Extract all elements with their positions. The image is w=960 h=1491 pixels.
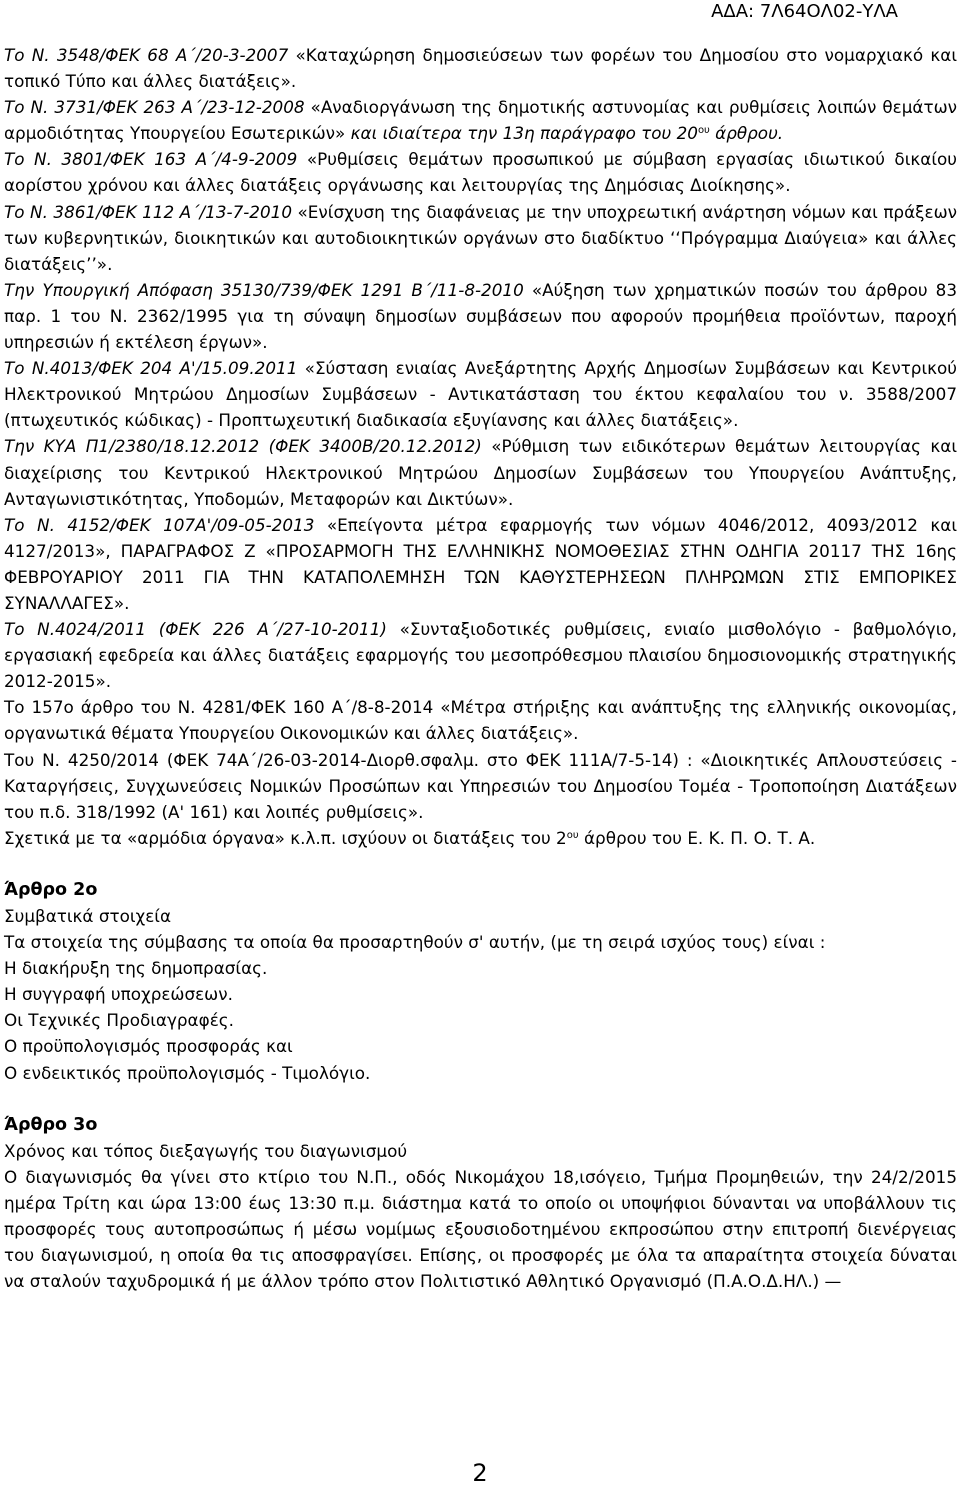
law-ref: Το Ν. 3861/ΦΕΚ 112 Α΄/13-7-2010 xyxy=(4,201,293,222)
law-item xyxy=(4,42,957,94)
law-item xyxy=(4,146,957,198)
spacer xyxy=(4,1086,957,1112)
law-text: «Επείγοντα μέτρα εφαρμογής των νόμων 4046/2012, 4093/2012 και 4127/2013», ΠΑΡΑΓΡΑΦΟΣ Ζ «ΠΡΟΣΑΡΜΟΓΗ ΤΗΣ ΕΛΛΗΝΙΚΗΣ ΝΟΜΟΘΕΣΙΑΣ ΣΤΗΝ ΟΔΗΓΙΑ 20117 ΤΗΣ 16ης ΦΕΒΡΟΥΑΡΙΟΥ 2011 ΓΙΑ ΤΗΝ ΚΑΤΑΠΟΛΕΜΗΣΗ ΤΩΝ ΚΑΘΥΣΤΕΡΗΣΕΩΝ ΠΛΗΡΩΜΩΝ ΣΤΙΣ ΕΜΠΟΡΙΚΕΣ ΣΥΝΑΛΛΑΓΕΣ». xyxy=(4,514,957,613)
law-item xyxy=(4,512,957,616)
law-ref: Το Ν. 4152/ΦΕΚ 107Α'/09-05-2013 xyxy=(4,514,315,535)
organs-text-end: άρθρου του Ε. Κ. Π. Ο. Τ. Α. xyxy=(578,827,816,848)
list-item: Η διακήρυξη της δημοπρασίας. xyxy=(4,958,268,979)
list-item: Ο ενδεικτικός προϋπολογισμός - Τιμολόγιο. xyxy=(4,1062,371,1083)
article-3-title: Άρθρο 3ο xyxy=(4,1114,98,1135)
list-item: Οι Τεχνικές Προδιαγραφές. xyxy=(4,1010,234,1031)
law-ref: Την Υπουργική Απόφαση 35130/739/ΦΕΚ 1291 Β΄/11-8-2010 xyxy=(4,279,524,300)
law-ref: Το Ν. 3801/ΦΕΚ 163 Α΄/4-9-2009 xyxy=(4,149,298,170)
article-2-title: Άρθρο 2ο xyxy=(4,879,98,900)
law-ref: Την ΚΥΑ Π1/2380/18.12.2012 (ΦΕΚ 3400Β/20.12.2012) xyxy=(4,436,482,457)
page-number: 2 xyxy=(472,1459,488,1487)
law-text: «Αύξηση των χρηματικών ποσών του άρθρου 83 παρ. 1 του Ν. 2362/1995 για τη σύναψη δημοσίων συμβάσεων που αφορούν προμήθεια προϊόντων, παροχή υπηρεσιών ή εκτέλεση έργων». xyxy=(4,279,958,353)
paragraph-4250: Του Ν. 4250/2014 (ΦΕΚ 74Α΄/26-03-2014-Διορθ.σφαλμ. στο ΦΕΚ 111Α/7-5-14) : «Διοικητικές Απλουστεύσεις - Καταργήσεις, Συγχωνεύσεις Νομικών Προσώπων και Υπηρεσιών του Δημοσίου Τομέα - Τροποποίηση Διατάξεων του π.δ. 318/1992 (Α' 161) και λοιπές ρυθμίσεις». xyxy=(4,749,957,822)
spacer xyxy=(4,851,957,877)
law-text: «Αναδιοργάνωση της δημοτικής αστυνομίας και ρυθμίσεις λοιπών θεμάτων αρμοδιότητας Υπουργείου Εσωτερικών» xyxy=(4,97,957,144)
superscript: ου xyxy=(566,829,579,841)
ada-code: ΑΔΑ: 7Λ64ΟΛ02-ΥΛΑ xyxy=(711,1,898,22)
law-text: «Καταχώρηση δημοσιεύσεων των φορέων του Δημοσίου στο νομαρχιακό και τοπικό Τύπο και άλλες διατάξεις». xyxy=(4,45,957,92)
law-item xyxy=(4,433,957,511)
document-body xyxy=(4,42,957,1294)
law-ref: Το Ν.4024/2011 (ΦΕΚ 226 Α΄/27-10-2011) xyxy=(4,619,387,640)
article-2-subtitle: Συμβατικά στοιχεία xyxy=(4,906,172,926)
law-ref: Το Ν. 3548/ΦΕΚ 68 Α΄/20-3-2007 xyxy=(4,45,289,65)
law-item xyxy=(4,355,957,433)
list-item: Ο προϋπολογισμός προσφοράς και xyxy=(4,1036,293,1057)
list-item: Η συγγραφή υποχρεώσεων. xyxy=(4,984,233,1005)
law-item xyxy=(4,94,957,146)
law-item xyxy=(4,616,957,694)
article-3-subtitle: Χρόνος και τόπος διεξαγωγής του διαγωνισμού xyxy=(4,1140,408,1161)
paragraph-organs xyxy=(4,825,957,851)
law-ref: Το Ν. 3731/ΦΕΚ 263 Α΄/23-12-2008 xyxy=(4,97,305,118)
law-ref: Το Ν.4013/ΦΕΚ 204 Α'/15.09.2011 xyxy=(4,358,298,379)
organs-text: Σχετικά με τα «αρμόδια όργανα» κ.λ.π. ισχύουν οι διατάξεις του 2 xyxy=(4,827,567,848)
law-item xyxy=(4,277,957,355)
law-text: «Σύσταση ενιαίας Ανεξάρτητης Αρχής Δημοσίων Συμβάσεων και Κεντρικού Ηλεκτρονικού Μητρώου Δημοσίων Συμβάσεων - Αντικατάσταση του έκτου κεφαλαίου του ν. 3588/2007 (πτωχευτικός κώδικας) - Προπτωχευτική διαδικασία εξυγίανσης και άλλες διατάξεις». xyxy=(4,358,957,431)
law-text: «Συνταξιοδοτικές ρυθμίσεις, ενιαίο μισθολόγιο - βαθμολόγιο, εργασιακή εφεδρεία και άλλες διατάξεις εφαρμογής του μεσοπρόθεσμου πλαισίου δημοσιονομικής στρατηγικής 2012-2015». xyxy=(4,619,957,692)
article-3-body: Ο διαγωνισμός θα γίνει στο κτίριο του Ν.Π., οδός Νικομάχου 18,ισόγειο, Τμήμα Προμηθειών, την 24/2/2015 ημέρα Τρίτη και ώρα 13:00 έως 13:30 π.μ. διάστημα κατά το οποίο οι υποψήφιοι δύνανται να υποβάλλουν τις προσφορές τους αυτοπροσώπως ή μέσω νομίμως εξουσιοδοτημένου εκπροσώπου στην επιτροπή διενέργειας του διαγωνισμού, η οποία θα τις αποσφραγίσει. Επίσης, οι προσφορές με όλα τα απαραίτητα στοιχεία δύναται να σταλούν ταχυδρομικά ή με άλλον τρόπο στον Πολιτιστικό Αθλητικό Οργανισμό (Π.Α.Ο.Δ.ΗΛ.) — xyxy=(4,1166,957,1292)
article-2-intro: Τα στοιχεία της σύμβασης τα οποία θα προσαρτηθούν σ' αυτήν, (με τη σειρά ισχύος τους) είναι : xyxy=(4,932,826,953)
law-item xyxy=(4,199,957,277)
law-tail: άρθρου. xyxy=(709,123,784,144)
law-text: «Ρύθμιση των ειδικότερων θεμάτων λειτουργίας και διαχείρισης του Κεντρικού Ηλεκτρονικού Μητρώου Δημοσίων Συμβάσεων του Υπουργείου Ανάπτυξης, Ανταγωνιστικότητας, Υποδομών, Μεταφορών και Δικτύων». xyxy=(4,436,957,509)
law-text: «Ενίσχυση της διαφάνειας με την υποχρεωτική ανάρτηση νόμων και πράξεων των κυβερνητικών, διοικητικών και αυτοδιοικητικών οργάνων στο διαδίκτυο ‘‘Πρόγραμμα Διαύγεια» και άλλες διατάξεις’’». xyxy=(4,201,957,274)
law-text: «Ρυθμίσεις θεμάτων προσωπικού με σύμβαση εργασίας ιδιωτικού δικαίου αορίστου χρόνου και άλλες διατάξεις οργάνωσης και λειτουργίας της Δημόσιας Διοίκησης». xyxy=(4,149,957,196)
law-tail: και ιδιαίτερα την 13η παράγραφο του 20 xyxy=(345,123,698,144)
paragraph-157: Το 157ο άρθρο του Ν. 4281/ΦΕΚ 160 Α΄/8-8-2014 «Μέτρα στήριξης και ανάπτυξης της ελληνικής οικονομίας, οργανωτικά θέματα Υπουργείου Οικονομικών και άλλες διατάξεις». xyxy=(4,697,957,744)
superscript: ου xyxy=(697,125,710,137)
